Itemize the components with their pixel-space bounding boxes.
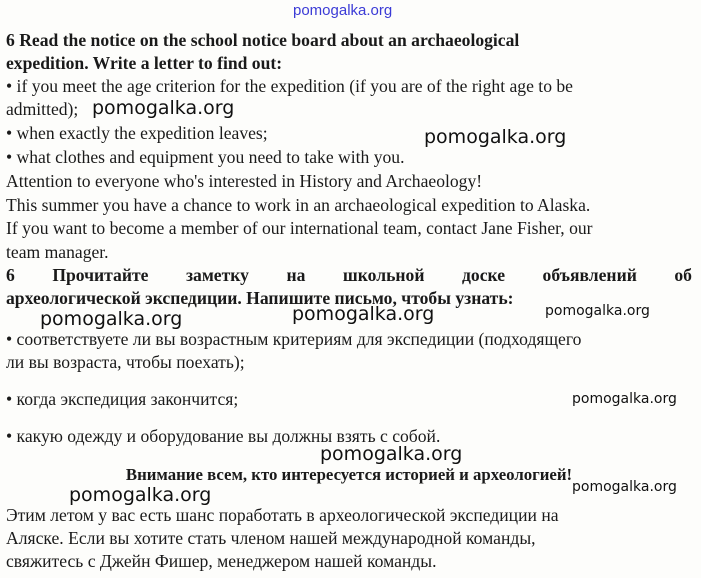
watermark: pomogalka.org [545, 303, 650, 319]
russian-heading-word: на [286, 265, 306, 285]
russian-heading-word: заметку [185, 265, 249, 285]
watermark: pomogalka.org [69, 484, 212, 506]
english-notice-line4: team manager. [6, 242, 109, 262]
russian-notice-line3: свяжитесь с Джейн Фишер, менеджером нашей команды. [6, 551, 437, 571]
russian-bullet1-line1: • соответствуете ли вы возрастным критериям для экспедиции (подходящего [6, 329, 582, 349]
russian-notice-line2: Аляске. Если вы хотите стать членом нашей международной команды, [6, 528, 536, 548]
watermark: pomogalka.org [292, 303, 435, 325]
russian-notice-line1: Этим летом у вас есть шанс поработать в археологической экспедиции на [6, 505, 559, 525]
english-notice-line1: Attention to everyone who's interested in History and Archaeology! [6, 171, 483, 191]
english-heading-line1: 6 Read the notice on the school notice board about an archaeological [6, 30, 520, 50]
watermark-top: pomogalka.org [293, 2, 393, 19]
english-bullet3: • what clothes and equipment you need to take with you. [6, 147, 405, 167]
english-bullet2: • when exactly the expedition leaves; [6, 123, 268, 143]
english-bullet1-line1: • if you meet the age criterion for the expedition (if you are of the right age to be [6, 76, 573, 96]
russian-bullet2: • когда экспедиция закончится; [6, 389, 239, 409]
russian-notice-title: Внимание всем, кто интересуется историей и археологией! [125, 465, 573, 484]
watermark: pomogalka.org [92, 97, 235, 119]
watermark: pomogalka.org [40, 308, 183, 330]
english-notice-line2: This summer you have a chance to work in an archaeological expedition to Alaska. [6, 195, 591, 215]
watermark: pomogalka.org [320, 443, 463, 465]
russian-heading-word: школьной [342, 265, 425, 285]
russian-heading-word: объявлений [542, 265, 637, 285]
russian-heading-word: Прочитайте [52, 265, 149, 285]
watermark: pomogalka.org [424, 126, 567, 148]
english-notice-line3: If you want to become a member of our international team, contact Jane Fisher, our [6, 218, 593, 238]
english-bullet1-line2: admitted); [6, 99, 79, 119]
russian-heading-word: об [674, 265, 692, 285]
english-heading-line2: expedition. Write a letter to find out: [6, 53, 283, 73]
watermark: pomogalka.org [572, 479, 677, 495]
russian-heading-word: 6 [6, 265, 15, 285]
russian-bullet1-line2: ли вы возраста, чтобы поехать); [6, 352, 245, 372]
russian-heading-line1 [6, 264, 692, 287]
russian-heading-line2: археологической экспедиции. Напишите письмо, чтобы узнать: [6, 288, 514, 308]
russian-heading-word: доске [462, 265, 506, 285]
watermark: pomogalka.org [572, 391, 677, 407]
russian-bullet3: • какую одежду и оборудование вы должны взять с собой. [6, 426, 441, 446]
